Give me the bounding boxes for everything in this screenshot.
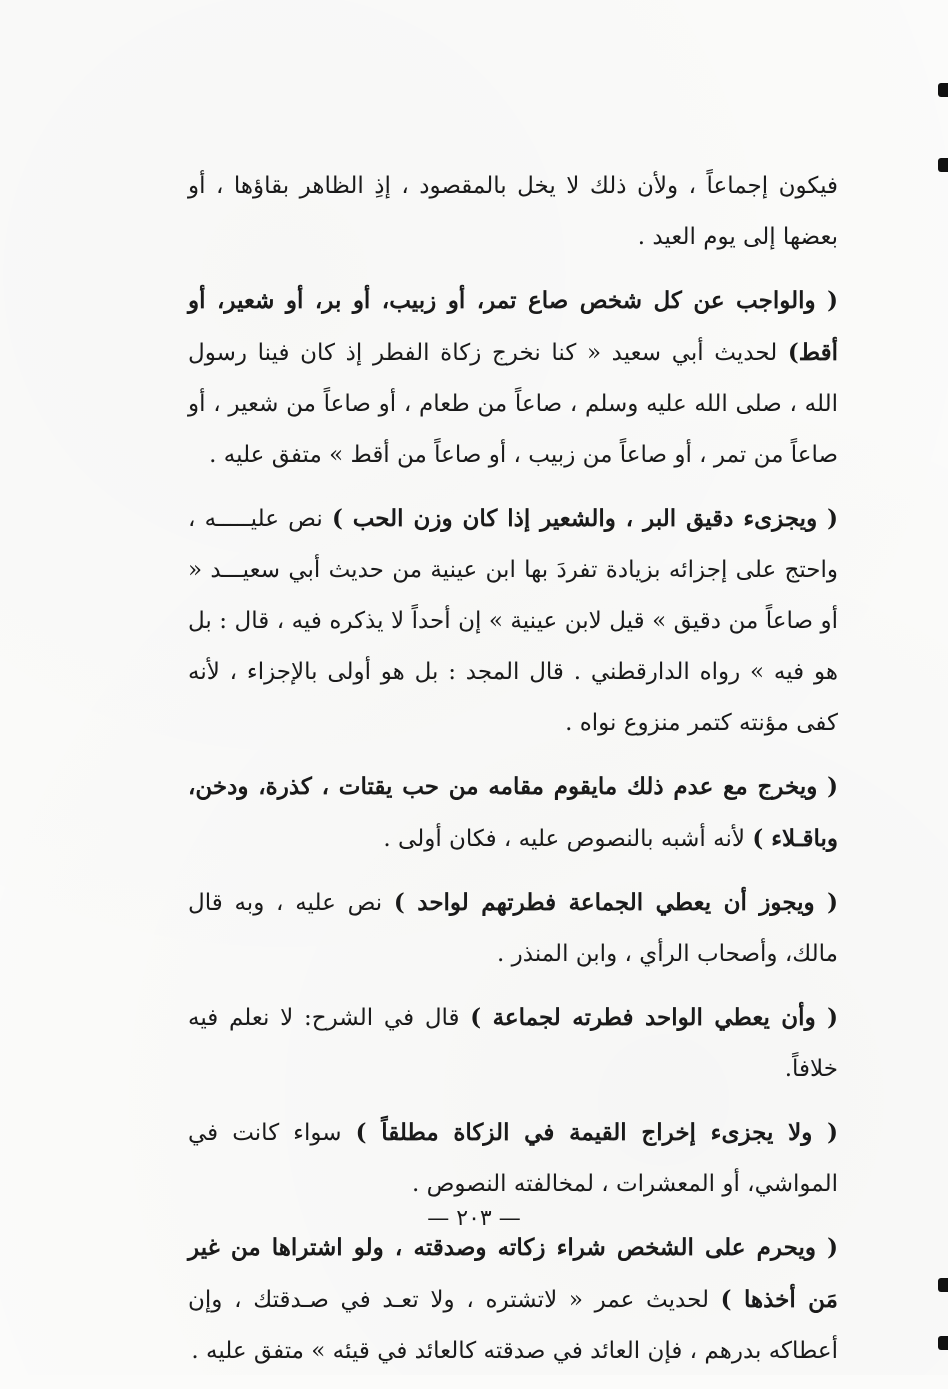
bold-heading: ( ولا يجزىء إخراج القيمة في الزكاة مطلقاً ) bbox=[355, 1119, 838, 1146]
paragraph-text: لحديث أبي سعيد « كنا نخرج زكاة الفطر إذ كان فينا رسول الله ، صلى الله عليه وسلم ، صاعاً من طعام ، أو صاعاً من شعير ، أو صاعاً من تمر ، أو صاعاً من زبيب ، أو صاعاً من أقط » متفق عليه . bbox=[188, 340, 838, 468]
bold-heading: ( ويجوز أن يعطي الجماعة فطرتهم لواحد ) bbox=[393, 889, 838, 916]
paragraph bbox=[188, 877, 838, 980]
bold-heading: ( والواجب عن كل شخص صاع تمر، أو زبيب، أو بر، أو شعير، أو أقط) bbox=[188, 287, 838, 366]
page-body bbox=[188, 160, 838, 1389]
page-edge-mark bbox=[938, 158, 948, 172]
paragraph-text: لأنه أشبه بالنصوص عليه ، فكان أولى . bbox=[383, 826, 753, 852]
paragraph-text: فيكون إجماعاً ، ولأن ذلك لا يخل بالمقصود ، إذِ الظاهر بقاؤها ، أو بعضها إلى يوم العيد . bbox=[188, 173, 838, 250]
paragraph bbox=[188, 160, 838, 263]
page-edge-mark bbox=[938, 1278, 948, 1292]
paragraph bbox=[188, 1107, 838, 1210]
bold-heading: ( ويخرج مع عدم ذلك مايقوم مقامه من حب يقتات ، كذرة، ودخن، وباقـلاء ) bbox=[188, 773, 838, 852]
page-edge-mark bbox=[938, 1336, 948, 1350]
paragraph-text: قال في الشرح: لا نعلم فيه خلافاً. bbox=[188, 1005, 838, 1082]
bold-heading: ( وأن يعطي الواحد فطرته لجماعة ) bbox=[470, 1004, 838, 1031]
paragraph-text: لحديث عمر « لاتشتره ، ولا تعـد في صـدقتك ، وإن أعطاكه بدرهم ، فإن العائد في صدقته كالعائد في قيئه » متفق عليه . bbox=[188, 1287, 838, 1364]
paragraph bbox=[188, 761, 838, 865]
paragraph-text: سواء كانت في المواشي، أو المعشرات ، لمخالفته النصوص . bbox=[188, 1120, 838, 1197]
page-edge-mark bbox=[938, 83, 948, 97]
bold-heading: ( ويجزىء دقيق البر ، والشعير إذا كان وزن الحب ) bbox=[331, 505, 838, 532]
paragraph bbox=[188, 493, 838, 749]
paragraph bbox=[188, 1222, 838, 1377]
paragraph-text: نص عليه ، وبه قال مالك، وأصحاب الرأي ، وابن المنذر . bbox=[188, 890, 838, 967]
paragraph-text: نص عليـــــه ، واحتج على إجزائه بزيادة تفردَ بها ابن عينية من حديث أبي سعيـــد « أو صاعاً من دقيق » قيل لابن عينية » إن أحداً لا يذكره فيه ، قال : بل هو فيه » رواه الدارقطني . قال المجد : بل هو أولى بالإجزاء ، لأنه كفى مؤنته كتمر منزوع نواه . bbox=[188, 506, 838, 736]
bold-heading: ( ويحرم على الشخص شراء زكاته وصدقته ، ولو اشتراها من غير مَن أخذها ) bbox=[188, 1234, 838, 1313]
page-number: — ٢٠٣ — bbox=[427, 1206, 521, 1231]
paragraph bbox=[188, 992, 838, 1095]
paragraph bbox=[188, 275, 838, 481]
